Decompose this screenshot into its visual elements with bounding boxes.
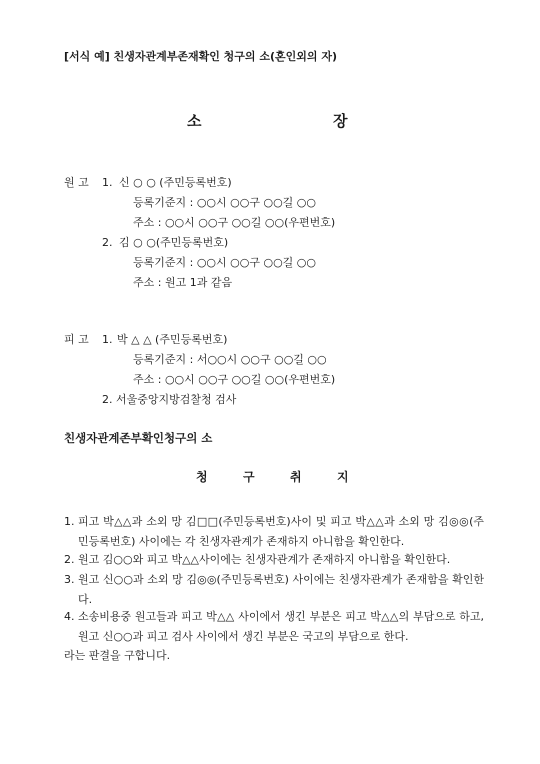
defendant-1-address: 주소 : ○○시 ○○구 ○○길 ○○(우편번호) [133,373,336,386]
claim-heading-char-1: 청 [196,470,208,484]
claim-item-num: 3. [64,573,75,586]
plaintiff-2-name: 김 ○ ○(주민등록번호) [119,236,229,249]
claim-item-num: 2. [64,553,75,566]
plaintiff-1-address: 주소 : ○○시 ○○구 ○○길 ○○(우편번호) [133,216,336,229]
defendant-2: 2. 서울중앙지방검찰청 검사 [102,393,237,406]
plaintiff-2-num: 2. [102,236,113,249]
claim-item-text: 원고 신○○과 소외 망 김◎◎(주민등록번호) 사이에는 친생자관계가 존재함을 확인한다. [78,573,484,606]
claim-item-1 [64,512,484,552]
plaintiff-1-name: 신 ○ ○ (주민등록번호) [119,176,232,189]
claim-heading-char-4: 지 [337,470,349,484]
title-char-1: 소 [187,112,202,130]
title-char-2: 장 [333,112,348,130]
claim-item-text: 피고 박△△과 소외 망 김□□(주민등록번호)사이 및 피고 박△△과 소외 망 김◎◎(주민등록번호) 사이에는 각 친생자관계가 존재하지 아니함을 확인한다. [78,515,484,548]
defendant-role: 피 고 [64,333,89,346]
claim-item-3 [64,570,484,610]
claim-item-text: 소송비용중 원고들과 피고 박△△ 사이에서 생긴 부분은 피고 박△△의 부담으로 하고, 원고 신○○과 피고 검사 사이에서 생긴 부분은 국고의 부담으로 한다. [78,610,484,643]
plaintiff-2-address: 주소 : 원고 1과 같음 [133,276,233,289]
case-name: 친생자관계존부확인청구의 소 [64,431,213,445]
claim-item-num: 1. [64,515,75,528]
closing-statement: 라는 판결을 구합니다. [64,649,171,662]
claim-item-text: 원고 김○○와 피고 박△△사이에는 친생자관계가 존재하지 아니함을 확인한다. [78,553,451,566]
defendant-1-domicile: 등록기준지 : 서○○시 ○○구 ○○길 ○○ [133,353,327,366]
form-header: [서식 예] 친생자관계부존재확인 청구의 소(혼인외의 자) [64,50,338,63]
defendant-1-num: 1. [102,333,113,346]
claim-heading-char-3: 취 [290,470,302,484]
claim-heading-char-2: 구 [243,470,255,484]
claim-item-4 [64,607,484,647]
plaintiff-role: 원 고 [64,176,89,189]
plaintiff-1-num: 1. [102,176,113,189]
plaintiff-2-domicile: 등록기준지 : ○○시 ○○구 ○○길 ○○ [133,256,316,269]
claim-item-2 [64,550,484,570]
defendant-1-name: 박 △ △ (주민등록번호) [117,333,228,346]
claim-item-num: 4. [64,610,75,623]
plaintiff-1-domicile: 등록기준지 : ○○시 ○○구 ○○길 ○○ [133,196,316,209]
